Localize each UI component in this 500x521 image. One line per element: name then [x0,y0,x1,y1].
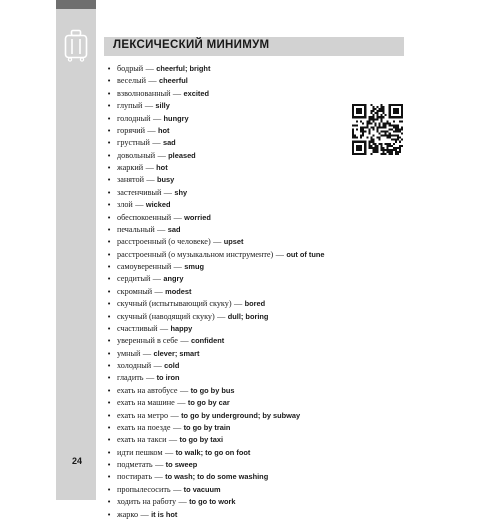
vocab-item [107,422,325,434]
separator-dash: — [275,249,284,259]
bullet-icon: • [107,139,112,148]
vocab-item [107,397,325,409]
separator-dash: — [135,200,144,210]
vocab-item [107,150,325,162]
bullet-icon: • [107,77,112,86]
bullet-icon: • [107,399,112,408]
vocab-item [107,187,325,199]
vocab-item [107,348,325,360]
bullet-icon: • [107,448,112,457]
vocab-item [107,286,325,298]
english-translation: to sweep [165,460,198,469]
bullet-icon: • [107,312,112,321]
english-translation: to go by underground; by subway [181,410,301,420]
russian-term: холодный [117,361,152,370]
russian-term: ходить на работу [117,497,177,507]
bullet-icon: • [107,436,112,445]
english-translation: bored [244,299,266,309]
vocab-item [107,261,325,273]
separator-dash: — [145,64,154,73]
english-translation: hot [158,125,170,135]
vocab-item [107,372,325,384]
russian-term: сердитый [117,274,151,284]
bullet-icon: • [107,89,112,98]
english-translation: happy [170,323,193,333]
vocabulary-list [107,63,325,521]
vocab-item [107,236,325,248]
vocab-item [107,249,325,261]
english-translation: pleased [168,150,196,160]
english-translation: dull; boring [227,311,269,321]
russian-term: застенчивый [117,187,162,197]
separator-dash: — [170,410,179,420]
separator-dash: — [177,398,186,408]
separator-dash: — [172,88,182,98]
separator-dash: — [213,237,222,247]
russian-term: злой [117,200,133,210]
english-translation: cheerful [159,76,188,86]
vocab-item [107,323,325,335]
bullet-icon: • [107,498,112,507]
russian-term: расстроенный (о человеке) [117,237,211,247]
vocab-item [107,63,325,75]
english-translation: modest [165,286,192,296]
english-translation: cold [164,361,180,370]
separator-dash: — [154,286,163,296]
english-translation: sad [167,224,181,234]
bullet-icon: • [107,287,112,296]
english-translation: sad [162,138,176,148]
english-translation: to go by bus [190,385,235,395]
russian-term: уверенный в себе [117,336,178,346]
separator-dash: — [157,150,166,160]
vocab-item [107,273,325,285]
english-translation: to wash; to do some washing [165,472,269,482]
separator-dash: — [159,323,169,333]
separator-dash: — [142,348,152,358]
russian-term: ехать на поезде [117,422,171,432]
bullet-icon: • [107,362,112,370]
russian-term: постирать [117,472,153,482]
separator-dash: — [148,76,157,86]
russian-term: пропылесосить [117,484,171,494]
english-translation: hot [156,163,168,172]
vocab-item [107,137,325,149]
vocab-item [107,75,325,87]
russian-term: грустный [117,138,150,148]
separator-dash: — [180,336,189,346]
vocab-item [107,199,325,211]
separator-dash: — [144,101,153,111]
russian-term: умный [117,348,141,358]
russian-term: глупый [117,101,143,111]
english-translation: confident [190,336,225,346]
bullet-icon: • [107,201,112,210]
section-header [104,37,404,56]
separator-dash: — [147,125,156,135]
bullet-icon: • [107,423,112,432]
separator-dash: — [145,163,154,172]
vocab-item [107,509,325,521]
separator-dash: — [146,175,155,185]
vocab-item [107,113,325,125]
english-translation: worried [184,212,211,222]
separator-dash: — [152,138,161,148]
separator-dash: — [155,460,164,469]
luggage-icon [63,29,89,62]
bullet-icon: • [107,114,112,123]
vocab-item [107,471,325,483]
bullet-icon: • [107,102,112,111]
separator-dash: — [154,472,163,482]
russian-term: ехать на такси [117,435,167,445]
russian-term: идти пешком [117,447,163,457]
separator-dash: — [152,113,162,123]
vocab-item [107,162,325,174]
vocab-item [107,88,325,100]
bullet-icon: • [107,176,112,185]
side-strip-top-accent [56,0,96,9]
vocab-item [107,434,325,446]
bullet-icon: • [107,510,112,519]
bullet-icon: • [107,461,112,469]
bullet-icon: • [107,374,112,383]
vocab-item [107,311,325,323]
russian-term: ехать на машине [117,398,175,408]
bullet-icon: • [107,188,112,197]
separator-dash: — [179,385,189,395]
english-translation: silly [155,101,170,111]
bullet-icon: • [107,164,112,172]
bullet-icon: • [107,263,112,271]
separator-dash: — [173,212,182,222]
english-translation: to go by car [187,398,230,408]
qr-code [352,104,403,155]
bullet-icon: • [107,337,112,346]
russian-term: жарко [117,509,139,519]
bullet-icon: • [107,411,112,420]
english-translation: to go by taxi [179,435,224,445]
english-translation: to go by train [183,422,231,432]
vocab-item [107,410,325,422]
separator-dash: — [164,447,174,457]
bullet-icon: • [107,473,112,482]
english-translation: wicked [145,200,171,210]
russian-term: бодрый [117,64,144,73]
side-strip [56,0,96,500]
separator-dash: — [178,497,187,507]
english-translation: to vacuum [183,484,221,494]
english-translation: upset [223,237,244,247]
bullet-icon: • [107,300,112,309]
russian-term: обеспокоенный [117,212,172,222]
separator-dash: — [168,435,178,445]
russian-term: жаркий [117,163,144,172]
english-translation: cheerful; bright [156,64,211,73]
vocab-item [107,484,325,496]
english-translation: it is hot [151,509,178,519]
vocab-item [107,174,325,186]
english-translation: angry [163,274,184,284]
bullet-icon: • [107,275,112,284]
english-translation: busy [157,175,175,185]
vocab-item [107,212,325,224]
russian-term: взволнованный [117,88,171,98]
bullet-icon: • [107,485,112,494]
russian-term: занятой [117,175,144,185]
vocab-item [107,298,325,310]
russian-term: скучный (испытывающий скуку) [117,299,232,309]
russian-term: печальный [117,224,155,234]
russian-term: ехать на автобусе [117,385,178,395]
page-number: 24 [72,456,83,466]
vocab-item [107,459,325,471]
bullet-icon: • [107,238,112,247]
separator-dash: — [217,311,226,321]
vocab-item [107,100,325,112]
russian-term: скромный [117,286,153,296]
russian-term: подметать [117,460,153,469]
english-translation: shy [174,187,188,197]
russian-term: веселый [117,76,146,86]
separator-dash: — [157,224,166,234]
separator-dash: — [152,274,161,284]
english-translation: out of tune [286,249,325,259]
bullet-icon: • [107,349,112,358]
separator-dash: — [145,373,155,383]
bullet-icon: • [107,126,112,135]
bullet-icon: • [107,65,112,73]
english-translation: smug [184,262,204,271]
russian-term: горячий [117,125,145,135]
russian-term: ехать на метро [117,410,169,420]
russian-term: скучный (наводящий скуку) [117,311,215,321]
russian-term: расстроенный (о музыкальном инструменте) [117,249,274,259]
separator-dash: — [234,299,243,309]
separator-dash: — [172,422,182,432]
vocab-item [107,125,325,137]
english-translation: to iron [156,373,180,383]
english-translation: clever; smart [153,348,200,358]
russian-term: голодный [117,113,151,123]
english-translation: to walk; to go on foot [175,447,251,457]
english-translation: hungry [163,113,189,123]
russian-term: счастливый [117,323,158,333]
bullet-icon: • [107,225,112,234]
bullet-icon: • [107,324,112,333]
english-translation: to go to work [189,497,236,507]
separator-dash: — [140,509,149,519]
bullet-icon: • [107,213,112,222]
separator-dash: — [163,187,172,197]
bullet-icon: • [107,250,112,259]
vocab-item [107,447,325,459]
separator-dash: — [173,484,182,494]
separator-dash: — [173,262,182,271]
vocab-item [107,224,325,236]
vocab-item [107,385,325,397]
russian-term: самоуверенный [117,262,172,271]
separator-dash: — [153,361,162,370]
russian-term: гладить [117,373,144,383]
english-translation: excited [183,88,210,98]
vocab-item [107,360,325,372]
russian-term: довольный [117,150,156,160]
vocab-item [107,496,325,508]
vocab-item [107,335,325,347]
bullet-icon: • [107,151,112,160]
bullet-icon: • [107,386,112,395]
section-title: ЛЕКСИЧЕСКИЙ МИНИМУМ [113,39,270,51]
